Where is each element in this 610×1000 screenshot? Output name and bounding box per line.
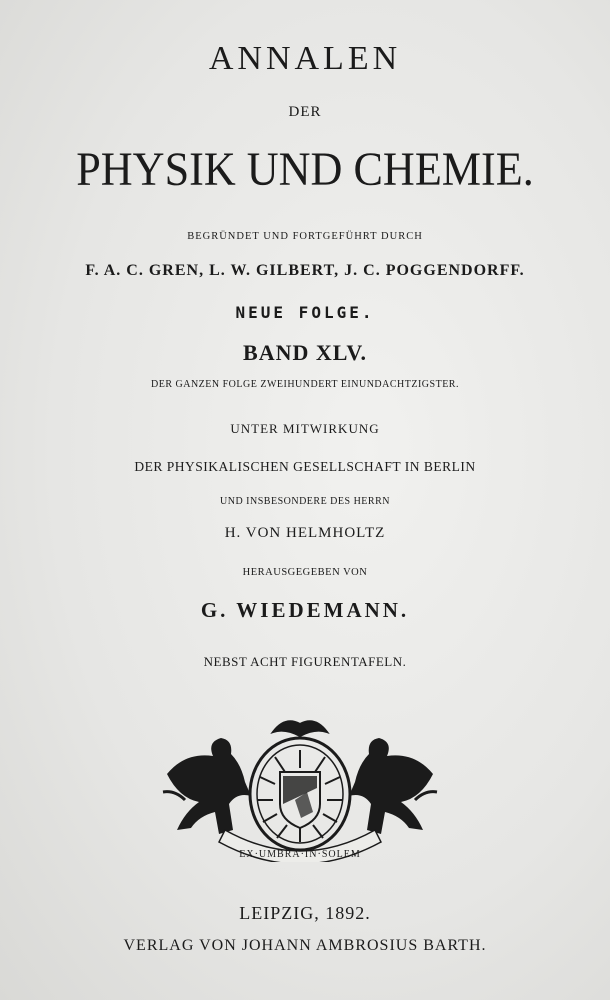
volume-label: BAND XLV. bbox=[243, 340, 367, 365]
place-and-year: LEIPZIG, 1892. bbox=[239, 903, 371, 923]
edited-by-label: HERAUSGEGEBEN VON bbox=[242, 567, 368, 578]
series-label: NEUE FOLGE. bbox=[235, 303, 375, 322]
society-name: DER PHYSIKALISCHEN GESELLSCHAFT IN BERLIN bbox=[134, 459, 476, 474]
editor-name: G. WIEDEMANN. bbox=[200, 598, 410, 622]
founders: F. A. C. GREN, L. W. GILBERT, J. C. POGGENDORFF. bbox=[85, 262, 525, 279]
publisher-name: VERLAG VON JOHANN AMBROSIUS BARTH. bbox=[123, 937, 487, 954]
volume-total: DER GANZEN FOLGE ZWEIHUNDERT EINUNDACHTZIGSTER. bbox=[151, 379, 459, 390]
founded-by-label: BEGRÜNDET UND FORTGEFÜHRT DURCH bbox=[187, 231, 423, 242]
publisher-emblem-icon bbox=[155, 712, 445, 862]
journal-title-der: DER bbox=[288, 104, 322, 120]
emblem-motto: EX·UMBRA·IN·SOLEM bbox=[239, 849, 361, 860]
journal-title-physik-und-chemie: PHYSIK UND CHEMIE. bbox=[76, 143, 534, 196]
cooperation-label: UNTER MITWIRKUNG bbox=[230, 421, 380, 436]
plates-note: NEBST ACHT FIGURENTAFELN. bbox=[203, 654, 407, 669]
especially-label: UND INSBESONDERE DES HERRN bbox=[220, 496, 390, 507]
helmholtz-name: H. VON HELMHOLTZ bbox=[224, 525, 386, 541]
journal-title-annalen: ANNALEN bbox=[208, 40, 402, 77]
